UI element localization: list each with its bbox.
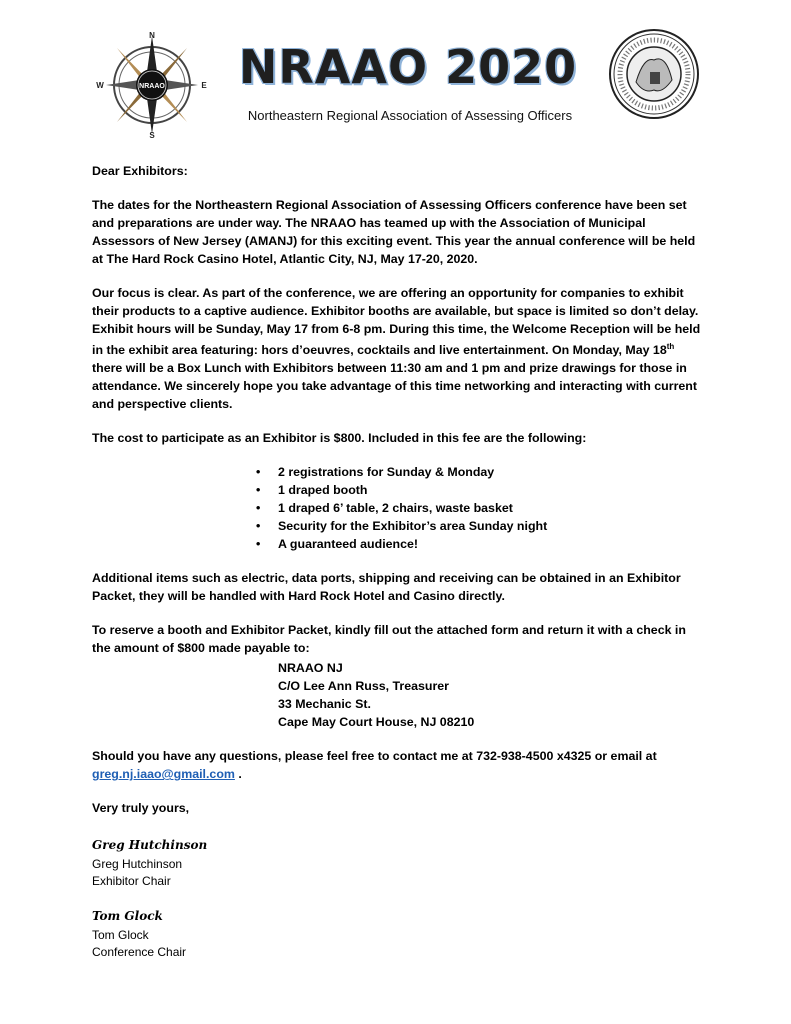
letter-body bbox=[92, 162, 702, 979]
signature: Tom Glock bbox=[92, 909, 163, 924]
signer-name: Tom Glock bbox=[92, 928, 149, 943]
svg-text:E: E bbox=[201, 81, 207, 90]
list-item: • A guaranteed audience! bbox=[278, 535, 702, 553]
paragraph-focus: Our focus is clear. As part of the conference, we are offering an opportunity for companies to exhibit their products to a captive audience. Exhibitor booths are available, but space is limited so don’t delay. Exhibit hours will be Sunday, May 17 from 6-8 pm. During this time, the Welcome Reception will be held in the exhibit area featuring: hors d’oeuvres, cocktails and live entertainment. On Monday, May 18th there will be a Box Lunch with Exhibitors between 11:30 am and 1 pm and prize drawings for those in attendance. We sincerely hope you take advantage of this time networking and interacting with current and perspective clients. bbox=[92, 286, 701, 412]
address-line: C/O Lee Ann Russ, Treasurer bbox=[278, 679, 449, 694]
signer-block bbox=[92, 837, 702, 890]
signer-role: Conference Chair bbox=[92, 945, 187, 960]
list-item: • 2 registrations for Sunday & Monday bbox=[278, 463, 702, 481]
svg-text:S: S bbox=[149, 131, 155, 140]
paragraph-cost: The cost to participate as an Exhibitor is $800. Included in this fee are the following: bbox=[92, 431, 587, 446]
list-item: • Security for the Exhibitor’s area Sunday night bbox=[278, 517, 702, 535]
page-subtitle: Northeastern Regional Association of Assessing Officers bbox=[247, 108, 573, 123]
address-line: 33 Mechanic St. bbox=[278, 697, 371, 712]
email-link[interactable]: greg.nj.iaao@gmail.com bbox=[92, 767, 235, 782]
address-line: Cape May Court House, NJ 08210 bbox=[278, 715, 475, 730]
paragraph-additional: Additional items such as electric, data ports, shipping and receiving can be obtained in an Exhibitor Packet, they will be handled with Hard Rock Hotel and Casino directly. bbox=[92, 571, 681, 604]
svg-text:N: N bbox=[149, 31, 155, 40]
signer-block bbox=[92, 908, 702, 961]
mailing-address bbox=[278, 659, 702, 731]
included-items-list bbox=[92, 463, 702, 553]
address-line: NRAAO NJ bbox=[278, 661, 343, 676]
closing: Very truly yours, bbox=[92, 801, 190, 816]
compass-logo bbox=[92, 30, 212, 140]
association-seal bbox=[608, 28, 700, 120]
compass-center-label: NRAAO bbox=[139, 83, 165, 90]
list-item: • 1 draped booth bbox=[278, 481, 702, 499]
salutation: Dear Exhibitors: bbox=[92, 164, 188, 178]
svg-text:W: W bbox=[96, 81, 104, 90]
signature: Greg Hutchinson bbox=[92, 838, 208, 853]
signer-role: Exhibitor Chair bbox=[92, 874, 171, 889]
list-item: • 1 draped 6’ table, 2 chairs, waste basket bbox=[278, 499, 702, 517]
signer-name: Greg Hutchinson bbox=[92, 857, 183, 872]
paragraph-contact: Should you have any questions, please feel free to contact me at 732-938-4500 x4325 or email at greg.nj.iaao@gmail.com . bbox=[92, 749, 657, 782]
paragraph-reserve: To reserve a booth and Exhibitor Packet, kindly fill out the attached form and return it with a check in the amount of $800 made payable to: bbox=[92, 623, 686, 656]
page-title: NRAAO 2020 bbox=[238, 40, 578, 94]
paragraph-dates: The dates for the Northeastern Regional Association of Assessing Officers conference have been set and preparations are under way. The NRAAO has teamed up with the Association of Municipal Assessors of New Jersey (AMANJ) for this exciting event. This year the annual conference will be held at The Hard Rock Casino Hotel, Atlantic City, NJ, May 17-20, 2020. bbox=[92, 198, 696, 266]
